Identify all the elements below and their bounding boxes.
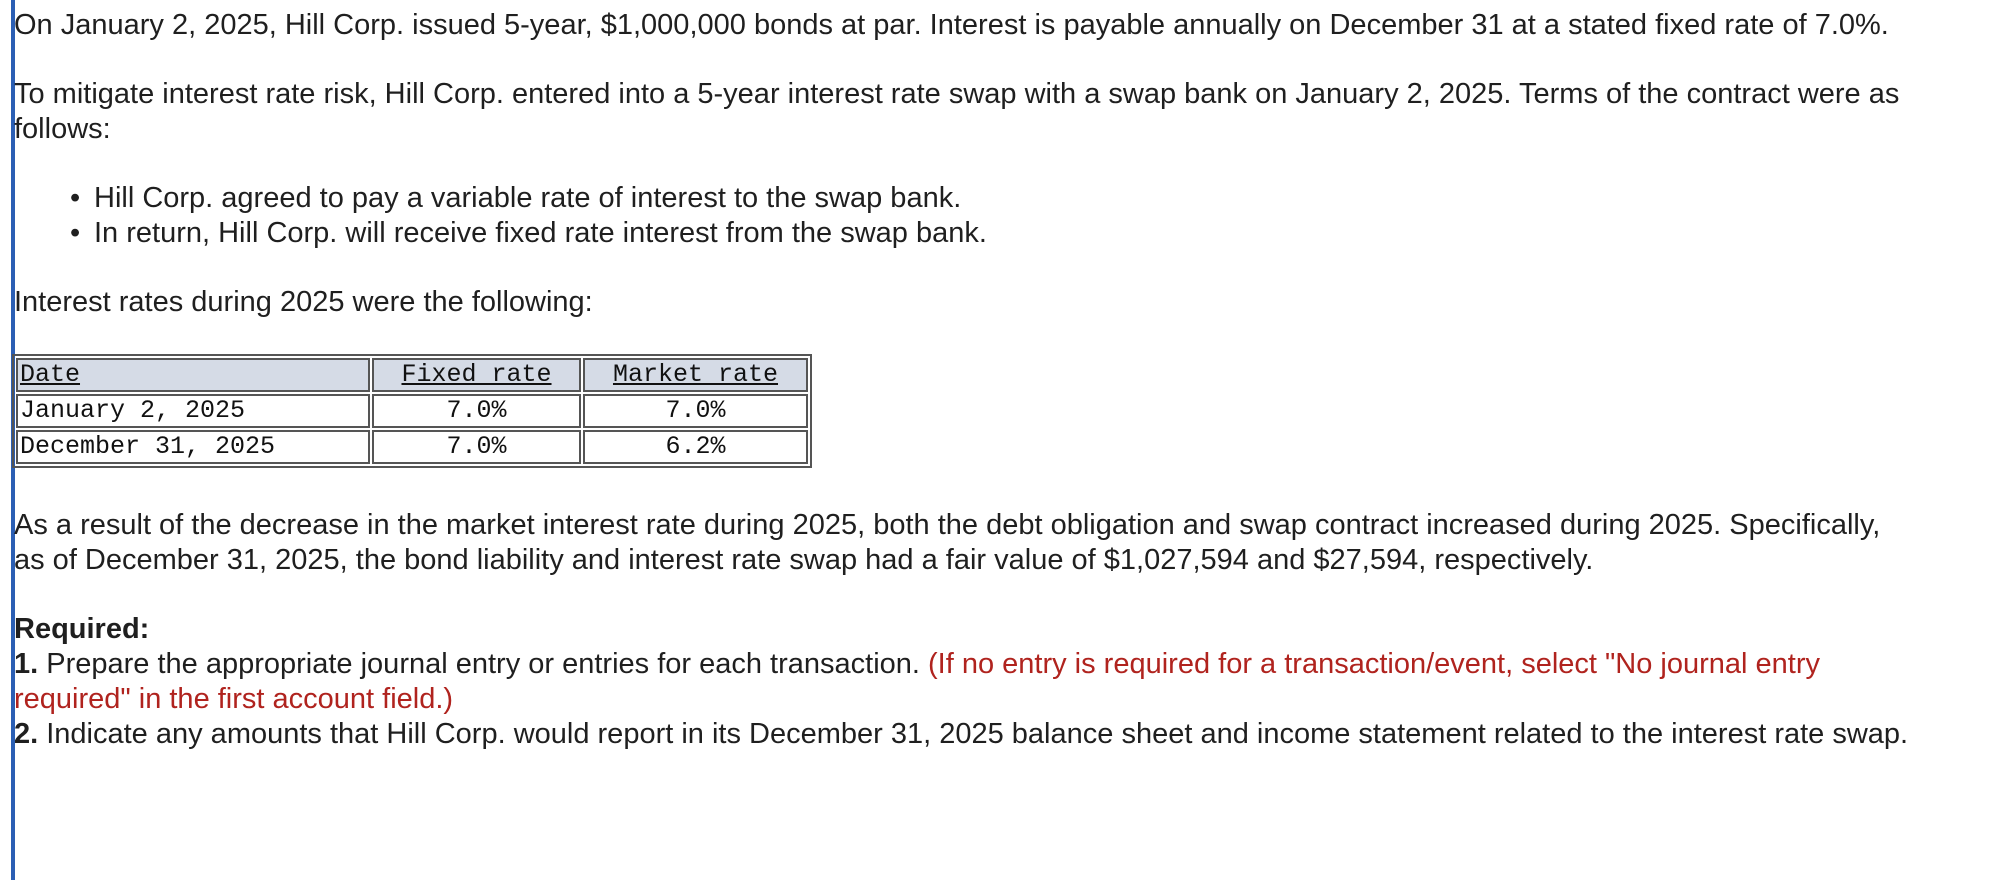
cell-fixed-rate: 7.0%: [372, 394, 581, 428]
cell-market-rate: 6.2%: [583, 430, 808, 464]
problem-content: [14, 8, 1914, 752]
swap-terms-list: [14, 181, 1914, 251]
item-text: Prepare the appropriate journal entry or entries for each transaction.: [38, 648, 929, 680]
item-text: Indicate any amounts that Hill Corp. would report in its December 31, 2025 balance sheet and income statement related to the interest rate swap.: [38, 718, 1909, 750]
item-number: 1.: [14, 648, 39, 680]
required-heading: Required:: [14, 613, 150, 645]
cell-date: January 2, 2025: [16, 394, 370, 428]
swap-intro-paragraph: To mitigate interest rate risk, Hill Corp. entered into a 5-year interest rate swap with a swap bank on January 2, 2025. Terms of the contract were as follows:: [14, 78, 1900, 145]
intro-paragraph: On January 2, 2025, Hill Corp. issued 5-year, $1,000,000 bonds at par. Interest is payable annually on December 31 at a stated fixed rate of 7.0%.: [14, 9, 1889, 41]
result-paragraph: As a result of the decrease in the market interest rate during 2025, both the debt obligation and swap contract increased during 2025. Specifically, as of December 31, 2025, the bond liability and interest rate swap had a fair value of $1,027,594 and $27,594, respectively.: [14, 509, 1881, 576]
instruction-note: (If no entry is required for a transaction/event, select "No journal entry required" in the first account field.): [14, 648, 1821, 715]
table-row: [16, 430, 808, 464]
cell-market-rate: 7.0%: [583, 394, 808, 428]
cell-fixed-rate: 7.0%: [372, 430, 581, 464]
header-market-rate: Market rate: [583, 358, 808, 392]
header-date: Date: [16, 358, 370, 392]
header-fixed-rate: Fixed rate: [372, 358, 581, 392]
swap-term-item: • Hill Corp. agreed to pay a variable rate of interest to the swap bank.: [94, 181, 1914, 216]
table-header-row: [16, 358, 808, 392]
interest-rates-table: [12, 354, 812, 468]
required-item-2: [14, 717, 1914, 752]
cell-date: December 31, 2025: [16, 430, 370, 464]
rates-intro-paragraph: Interest rates during 2025 were the following:: [14, 286, 593, 318]
item-number: 2.: [14, 718, 39, 750]
required-item-1: [14, 647, 1914, 717]
swap-term-item: • In return, Hill Corp. will receive fixed rate interest from the swap bank.: [94, 216, 1914, 251]
table-row: [16, 394, 808, 428]
